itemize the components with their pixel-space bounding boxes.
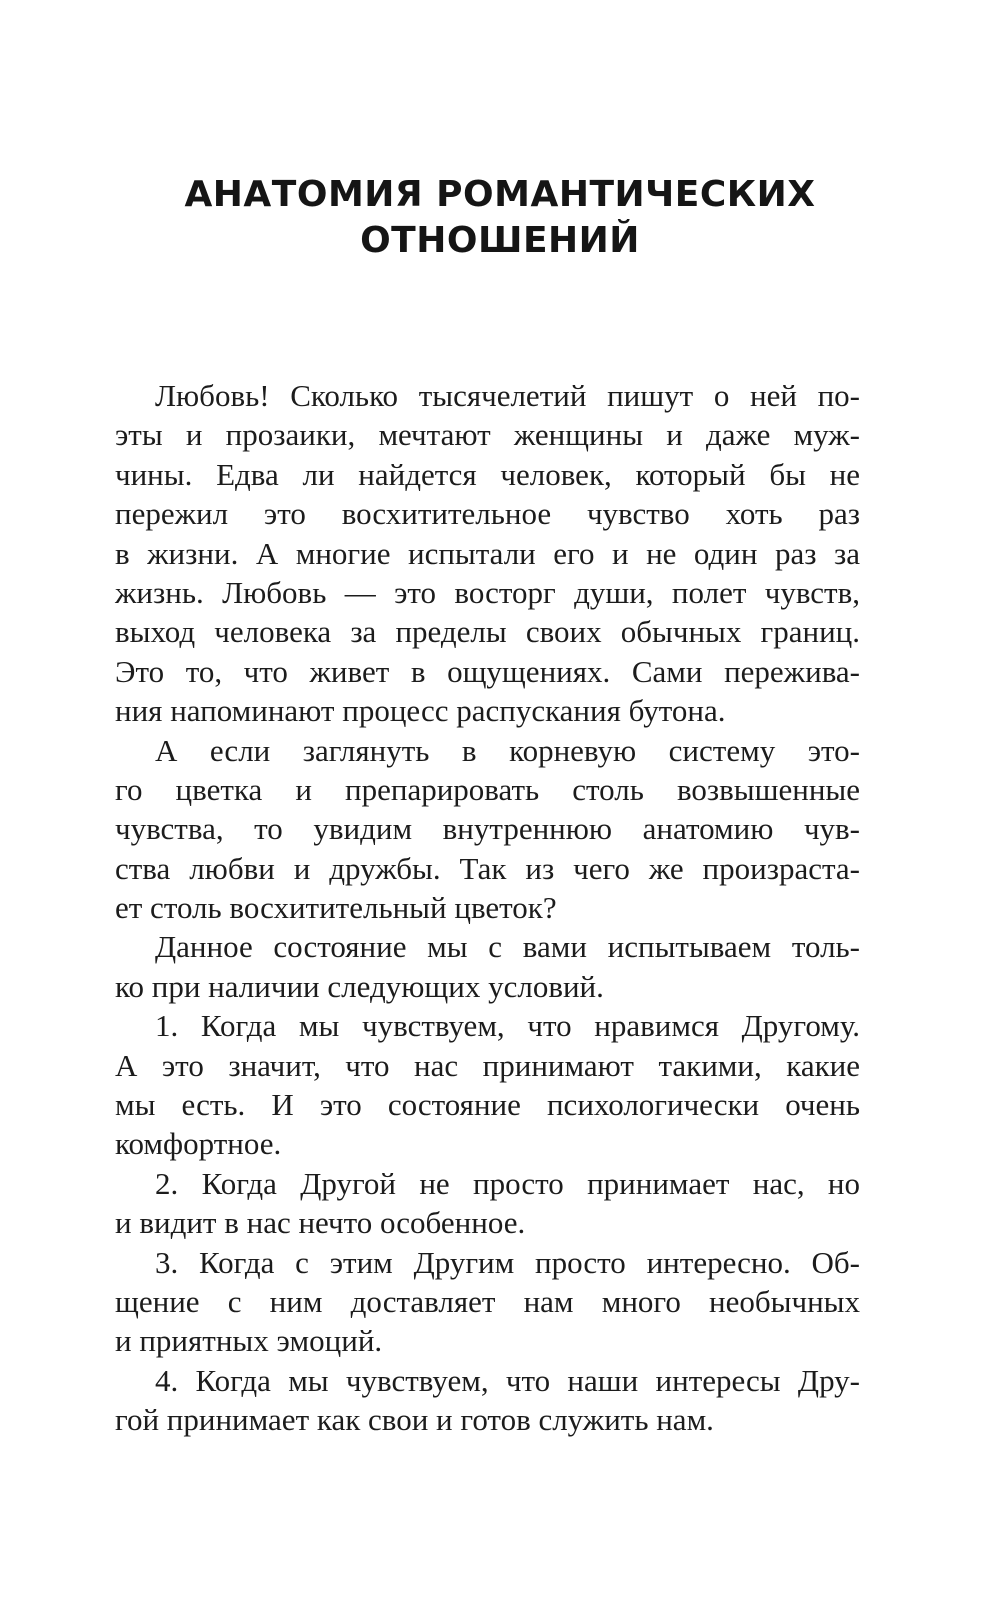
text-line: пережил это восхитительное чувство хоть раз [115, 496, 860, 532]
text-line: ко при наличии следующих условий. [115, 968, 604, 1004]
chapter-title [0, 172, 1000, 264]
list-item-2 [115, 1164, 860, 1243]
text-line: Это то, что живет в ощущениях. Сами пережива- [115, 653, 860, 689]
text-line: чины. Едва ли найдется человек, который бы не [115, 456, 860, 492]
text-line: го цветка и препарировать столь возвышенные [115, 771, 860, 807]
text-line: А если заглянуть в корневую систему это- [155, 732, 860, 768]
text-line: Данное состояние мы с вами испытываем толь- [155, 929, 860, 965]
text-line: чувства, то увидим внутреннюю анатомию чув- [115, 811, 860, 847]
text-line: ства любви и дружбы. Так из чего же произраста- [115, 850, 860, 886]
paragraph-conditions-intro [115, 927, 860, 1006]
text-line: 3. Когда с этим Другим просто интересно. Об- [155, 1244, 860, 1280]
chapter-body [115, 376, 860, 1440]
text-line: 1. Когда мы чувствуем, что нравимся Другому. [155, 1008, 860, 1044]
text-line: Любовь! Сколько тысячелетий пишут о ней по- [155, 378, 860, 413]
chapter-title-line-2: ОТНОШЕНИЙ [360, 220, 640, 261]
text-line: жизнь. Любовь — это восторг души, полет чувств, [115, 574, 860, 610]
text-line: эты и прозаики, мечтают женщины и даже муж- [115, 417, 860, 453]
text-line: мы есть. И это состояние психологически очень [115, 1087, 860, 1123]
text-line: в жизни. А многие испытали его и не один раз за [115, 535, 860, 571]
list-item-3 [115, 1243, 860, 1361]
text-line: 2. Когда Другой не просто принимает нас, но [155, 1165, 860, 1201]
text-line: А это значит, что нас принимают такими, какие [115, 1047, 860, 1083]
text-line: и видит в нас нечто особенное. [115, 1205, 526, 1241]
text-line: выход человека за пределы своих обычных границ. [115, 614, 860, 650]
text-line: и приятных эмоций. [115, 1323, 383, 1359]
text-line: гой принимает как свои и готов служить нам. [115, 1402, 714, 1438]
text-line: комфортное. [115, 1126, 282, 1162]
paragraph-anatomy [115, 731, 860, 928]
text-line: 4. Когда мы чувствуем, что наши интересы Дру- [155, 1362, 860, 1398]
list-item-4 [115, 1361, 860, 1440]
paragraph-intro [115, 376, 860, 731]
chapter-title-line-1: АНАТОМИЯ РОМАНТИЧЕСКИХ [184, 174, 816, 215]
text-line: ет столь восхитительный цветок? [115, 890, 557, 926]
text-line: щение с ним доставляет нам много необычных [115, 1283, 860, 1319]
list-item-1 [115, 1006, 860, 1164]
text-line: ния напоминают процесс распускания бутона. [115, 693, 726, 729]
